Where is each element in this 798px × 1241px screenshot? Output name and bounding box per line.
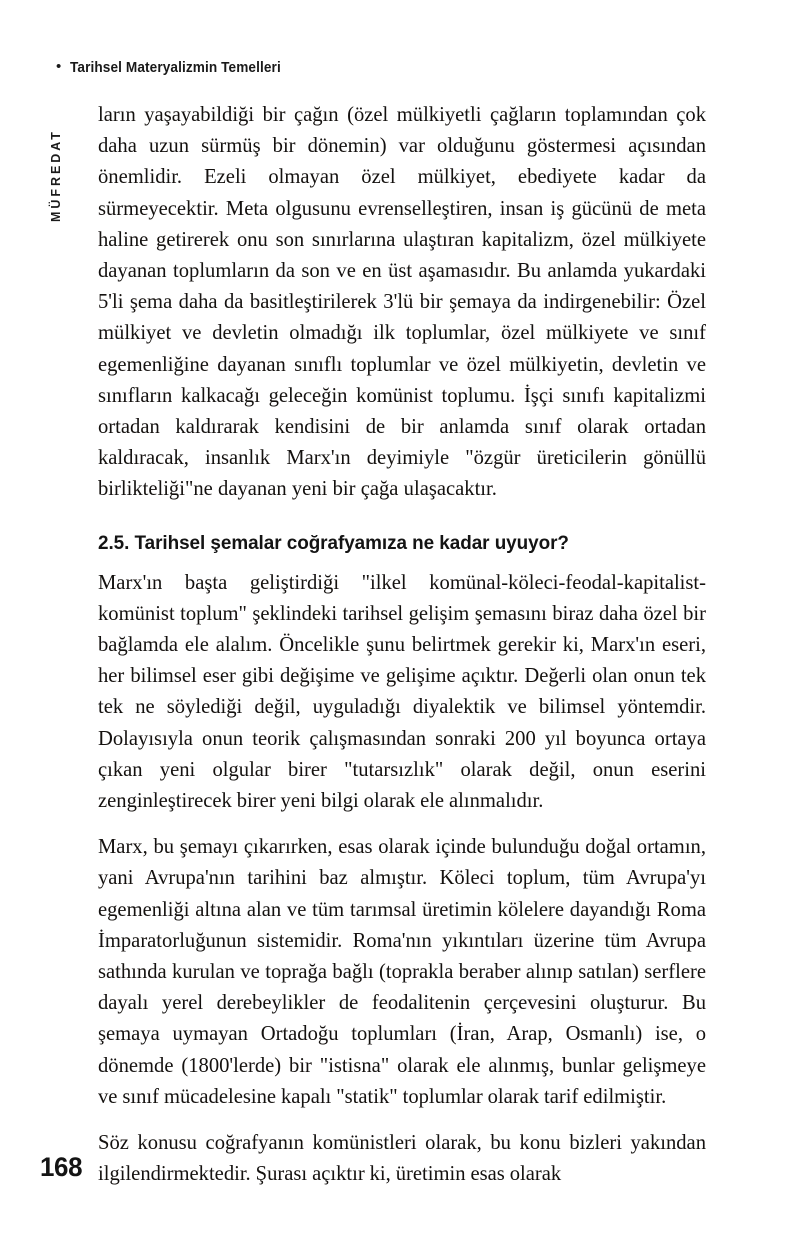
running-header-title: Tarihsel Materyalizmin Temelleri <box>70 60 282 76</box>
paragraph: ların yaşayabildiği bir çağın (özel mülkiyetli çağların toplamından çok daha uzun sürmüş bir dönemin) var olduğunu göstermesi açısından önemlidir. Ezeli olmayan özel mülkiyet, ebediyete kadar da sürmeyecektir. Meta olgusunu evrenselleştiren, insan iş gücünü de meta haline getirerek onu son sınırlarına ulaştıran kapitalizm, özel mülkiyete dayanan toplumların da son ve en üst aşamasıdır. Bu anlamda yukardaki 5'li şema daha da basitleştirilerek 3'lü bir şemaya da indirgenebilir: Özel mülkiyet ve devletin olmadığı ilk toplumlar, özel mülkiyete ve sınıf egemenliğine dayanan sınıflı toplumlar ve özel mülkiyetin, devletin ve sınıfların kalkacağı geleceğin komünist toplumu. İşçi sınıfı kapitalizmi ortadan kaldırarak kendisini de bir anlamda sınıf olarak ortadan kaldıracak, insanlık Marx'ın deyimiyle "özgür üreticilerin gönüllü birlikteliği"ne dayanan yeni bir çağa ulaşacaktır. <box>98 104 706 501</box>
text-column <box>98 100 706 1191</box>
section-number: 2.5. <box>98 532 130 554</box>
section-heading <box>98 531 697 557</box>
side-tab-label: MÜFREDAT <box>48 129 63 222</box>
section-title: Tarihsel şemalar coğrafyamıza ne kadar uyuyor? <box>134 532 569 554</box>
paragraph: Marx'ın başta geliştirdiği "ilkel komünal-köleci-feodal-kapitalist-komünist toplum" şeklindeki tarihsel gelişim şemasını biraz daha özel bir bağlamda ele alalım. Öncelikle şunu belirtmek gerekir ki, Marx'ın eseri, her bilimsel eser gibi değişime ve gelişime açıktır. Değerli olan onun tek tek ne söylediği değil, uyguladığı diyalektik ve bilimsel yöntemdir. Dolayısıyla onun teorik çalışmasından sonraki 200 yıl boyunca ortaya çıkan yeni olgular birer "tutarsızlık" olarak değil, onun eserini zenginleştirecek birer yeni bilgi olarak ele alınmalıdır. <box>98 571 706 813</box>
bullet-icon: • <box>56 58 62 75</box>
side-tab <box>48 92 72 222</box>
paragraph: Söz konusu coğrafyanın komünistleri olarak, bu konu bizleri yakından ilgilendirmektedir. Şurası açıktır ki, üretimin esas olarak <box>98 1132 706 1186</box>
running-header <box>56 60 295 76</box>
paragraph: Marx, bu şemayı çıkarırken, esas olarak içinde bulunduğu doğal ortamın, yani Avrupa'nın tarihini baz almıştır. Köleci toplum, tüm Avrupa'yı egemenliği altına alan ve tüm tarımsal üretimin kölelere dayandığı Roma İmparatorluğunun sistemidir. Roma'nın yıkıntıları üzerine tüm Avrupa sathında kurulan ve toprağa bağlı (toprakla beraber alınıp satılan) serflere dayalı yerel derebeylikler de feodalitenin çerçevesini oluşturur. Bu şemaya uymayan Ortadoğu toplumları (İran, Arap, Osmanlı) ise, o dönemde (1800'lerde) bir "istisna" olarak ele alınmış, bunlar gelişmeye ve sınıf mücadelesine kapalı "statik" toplumlar olarak tarif edilmiştir. <box>98 836 706 1108</box>
page-number: 168 <box>40 1152 83 1182</box>
section-heading-block <box>98 531 706 557</box>
